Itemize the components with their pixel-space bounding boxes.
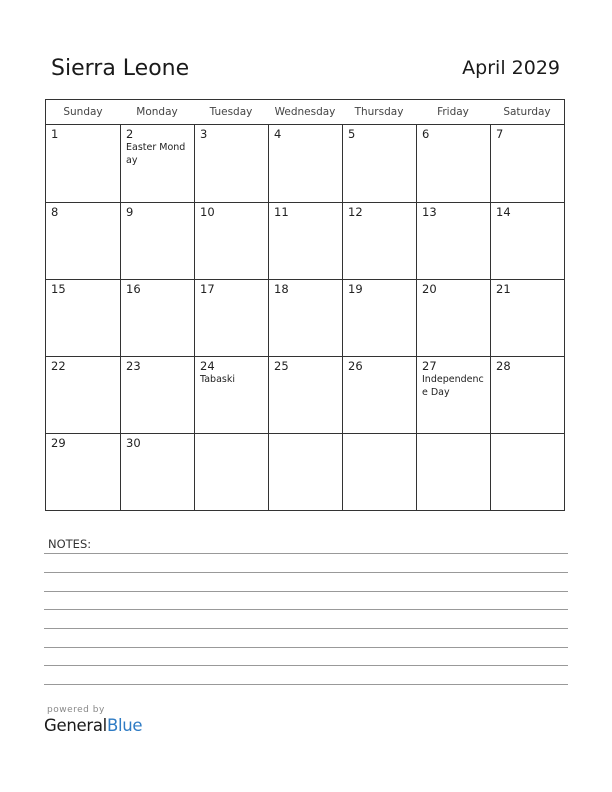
- week-row: [46, 202, 564, 279]
- day-cell: [194, 203, 268, 279]
- day-cell: [416, 125, 490, 202]
- day-cell: [120, 125, 194, 202]
- notes-line: [44, 553, 568, 554]
- day-cell: [490, 125, 564, 202]
- day-cell: [46, 280, 120, 356]
- day-cell: [268, 203, 342, 279]
- day-number: 7: [496, 127, 504, 141]
- day-cell: [268, 434, 342, 510]
- holiday-label: Easter Monday: [126, 142, 186, 166]
- notes-label: NOTES:: [48, 537, 92, 551]
- day-number: 15: [51, 282, 66, 296]
- day-cell: [120, 203, 194, 279]
- day-number: 8: [51, 205, 59, 219]
- notes-line: [44, 628, 568, 629]
- day-number: 11: [274, 205, 289, 219]
- day-cell: [268, 125, 342, 202]
- calendar-grid: [45, 99, 565, 511]
- powered-by-text: powered by: [47, 705, 105, 715]
- day-number: 22: [51, 359, 66, 373]
- day-cell: [268, 357, 342, 433]
- day-cell: [416, 434, 490, 510]
- day-number: 4: [274, 127, 282, 141]
- day-number: 24: [200, 359, 215, 373]
- month-year-title: April 2029: [462, 57, 560, 79]
- day-number: 12: [348, 205, 363, 219]
- brand-general: General: [44, 716, 107, 735]
- day-cell: [416, 357, 490, 433]
- weekday-friday: Friday: [437, 106, 469, 118]
- day-cell: [194, 125, 268, 202]
- day-cell: [342, 203, 416, 279]
- day-number: 9: [126, 205, 134, 219]
- day-number: 19: [348, 282, 363, 296]
- week-row: [46, 356, 564, 433]
- day-cell: [194, 357, 268, 433]
- day-number: 20: [422, 282, 437, 296]
- day-number: 3: [200, 127, 208, 141]
- day-cell: [416, 203, 490, 279]
- weekday-tuesday: Tuesday: [209, 106, 253, 118]
- day-cell: [194, 280, 268, 356]
- day-number: 28: [496, 359, 511, 373]
- day-cell: [342, 280, 416, 356]
- day-number: 29: [51, 436, 66, 450]
- day-number: 21: [496, 282, 511, 296]
- brand-blue: Blue: [106, 716, 143, 735]
- day-number: 26: [348, 359, 363, 373]
- day-cell: [490, 280, 564, 356]
- day-cell: [120, 434, 194, 510]
- day-cell: [120, 357, 194, 433]
- day-cell: [46, 203, 120, 279]
- week-row: [46, 125, 564, 202]
- holiday-label: Independence Day: [422, 374, 484, 398]
- day-cell: [490, 357, 564, 433]
- day-cell: [46, 357, 120, 433]
- day-cell: [194, 434, 268, 510]
- day-cell: [46, 125, 120, 202]
- notes-line: [44, 609, 568, 610]
- week-row: [46, 433, 564, 510]
- day-number: 27: [422, 359, 437, 373]
- day-cell: [342, 357, 416, 433]
- notes-line: [44, 684, 568, 685]
- weekday-monday: Monday: [136, 106, 178, 118]
- day-number: 13: [422, 205, 437, 219]
- country-title: Sierra Leone: [51, 56, 190, 81]
- notes-line: [44, 647, 568, 648]
- day-cell: [416, 280, 490, 356]
- day-number: 6: [422, 127, 430, 141]
- day-number: 25: [274, 359, 289, 373]
- generalblue-logo: [44, 716, 142, 735]
- week-row: [46, 279, 564, 356]
- day-cell: [490, 203, 564, 279]
- day-number: 17: [200, 282, 215, 296]
- day-cell: [490, 434, 564, 510]
- day-cell: [46, 434, 120, 510]
- day-cell: [268, 280, 342, 356]
- day-cell: [120, 280, 194, 356]
- notes-line: [44, 591, 568, 592]
- day-number: 30: [126, 436, 141, 450]
- day-number: 23: [126, 359, 141, 373]
- weekday-wednesday: Wednesday: [274, 106, 336, 118]
- weekday-header-row: [46, 100, 564, 125]
- day-number: 16: [126, 282, 141, 296]
- day-number: 1: [51, 127, 59, 141]
- day-number: 18: [274, 282, 289, 296]
- weekday-sunday: Sunday: [63, 106, 103, 118]
- holiday-label: Tabaski: [200, 374, 235, 385]
- day-number: 2: [126, 127, 134, 141]
- day-number: 10: [200, 205, 215, 219]
- notes-line: [44, 572, 568, 573]
- day-cell: [342, 125, 416, 202]
- notes-line: [44, 665, 568, 666]
- day-number: 14: [496, 205, 511, 219]
- day-cell: [342, 434, 416, 510]
- weekday-thursday: Thursday: [354, 106, 404, 118]
- weekday-saturday: Saturday: [503, 106, 551, 118]
- day-number: 5: [348, 127, 356, 141]
